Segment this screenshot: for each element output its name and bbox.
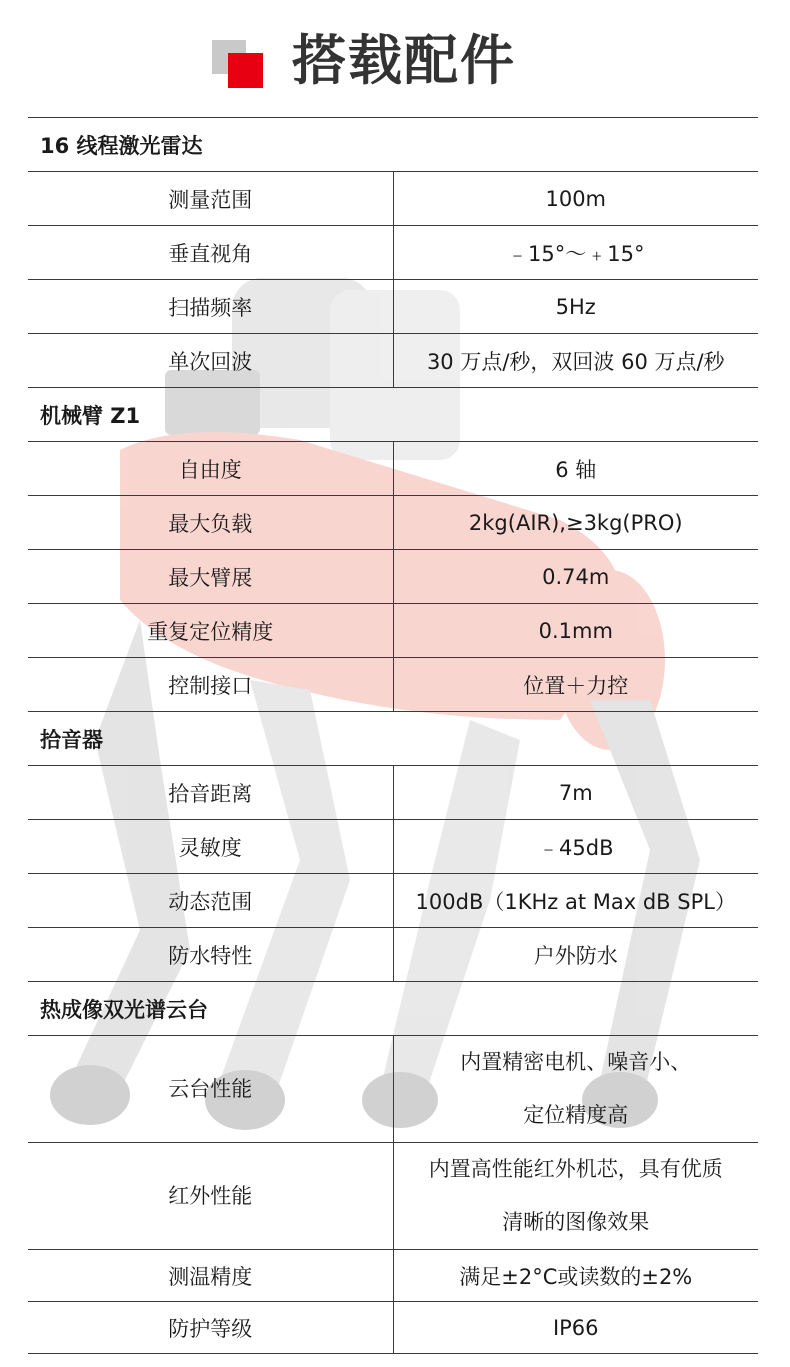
spec-label: 垂直视角	[28, 226, 393, 280]
spec-label: 云台性能	[28, 1036, 393, 1143]
spec-label: 红外性能	[28, 1143, 393, 1250]
spec-label: 最大负载	[28, 496, 393, 550]
table-row	[28, 496, 758, 550]
spec-value: IP66	[393, 1302, 758, 1354]
spec-value: ﹣45dB	[393, 820, 758, 874]
section-header-robot-arm: 机械臂 Z1	[28, 388, 758, 442]
table-row	[28, 226, 758, 280]
spec-value: 30 万点/秒，双回波 60 万点/秒	[393, 334, 758, 388]
spec-label: 防水特性	[28, 928, 393, 982]
spec-value: 100m	[393, 172, 758, 226]
table-row	[28, 442, 758, 496]
spec-value: 5Hz	[393, 280, 758, 334]
spec-label: 测温精度	[28, 1250, 393, 1302]
spec-label: 动态范围	[28, 874, 393, 928]
spec-label: 扫描频率	[28, 280, 393, 334]
spec-value-line: 定位精度高	[523, 1103, 629, 1127]
table-row	[28, 172, 758, 226]
spec-label: 自由度	[28, 442, 393, 496]
table-row	[28, 1302, 758, 1354]
spec-value: 满足±2°C或读数的±2%	[393, 1250, 758, 1302]
spec-value	[393, 1036, 758, 1143]
spec-value: 0.74m	[393, 550, 758, 604]
spec-value-line: 清晰的图像效果	[502, 1210, 650, 1234]
table-row	[28, 1036, 758, 1143]
table-row	[28, 550, 758, 604]
table-row	[28, 928, 758, 982]
table-row	[28, 1250, 758, 1302]
header	[0, 0, 790, 117]
spec-value: 户外防水	[393, 928, 758, 982]
red-square-icon	[228, 53, 263, 88]
spec-value-line: 内置精密电机、噪音小、	[460, 1050, 692, 1074]
spec-label: 防护等级	[28, 1302, 393, 1354]
section-header-lidar: 16 线程激光雷达	[28, 118, 758, 172]
spec-value: 7m	[393, 766, 758, 820]
section-header-thermal-gimbal: 热成像双光谱云台	[28, 982, 758, 1036]
spec-value: 6 轴	[393, 442, 758, 496]
spec-value: ﹣15°～﹢15°	[393, 226, 758, 280]
table-row	[28, 280, 758, 334]
table-row	[28, 874, 758, 928]
page-title: 搭载配件	[292, 29, 516, 92]
table-row	[28, 604, 758, 658]
spec-label: 重复定位精度	[28, 604, 393, 658]
section-header-microphone: 拾音器	[28, 712, 758, 766]
table-row	[28, 658, 758, 712]
spec-value	[393, 1143, 758, 1250]
spec-label: 单次回波	[28, 334, 393, 388]
table-row	[28, 766, 758, 820]
spec-value-line: 内置高性能红外机芯，具有优质	[428, 1157, 723, 1181]
spec-label: 测量范围	[28, 172, 393, 226]
table-row	[28, 820, 758, 874]
spec-table	[28, 117, 758, 1354]
spec-value: 0.1mm	[393, 604, 758, 658]
table-row	[28, 1143, 758, 1250]
spec-label: 灵敏度	[28, 820, 393, 874]
spec-label: 最大臂展	[28, 550, 393, 604]
table-row	[28, 334, 758, 388]
spec-value: 2kg(AIR),≥3kg(PRO)	[393, 496, 758, 550]
spec-value: 100dB（1KHz at Max dB SPL）	[393, 874, 758, 928]
spec-value: 位置＋力控	[393, 658, 758, 712]
spec-label: 控制接口	[28, 658, 393, 712]
spec-label: 拾音距离	[28, 766, 393, 820]
